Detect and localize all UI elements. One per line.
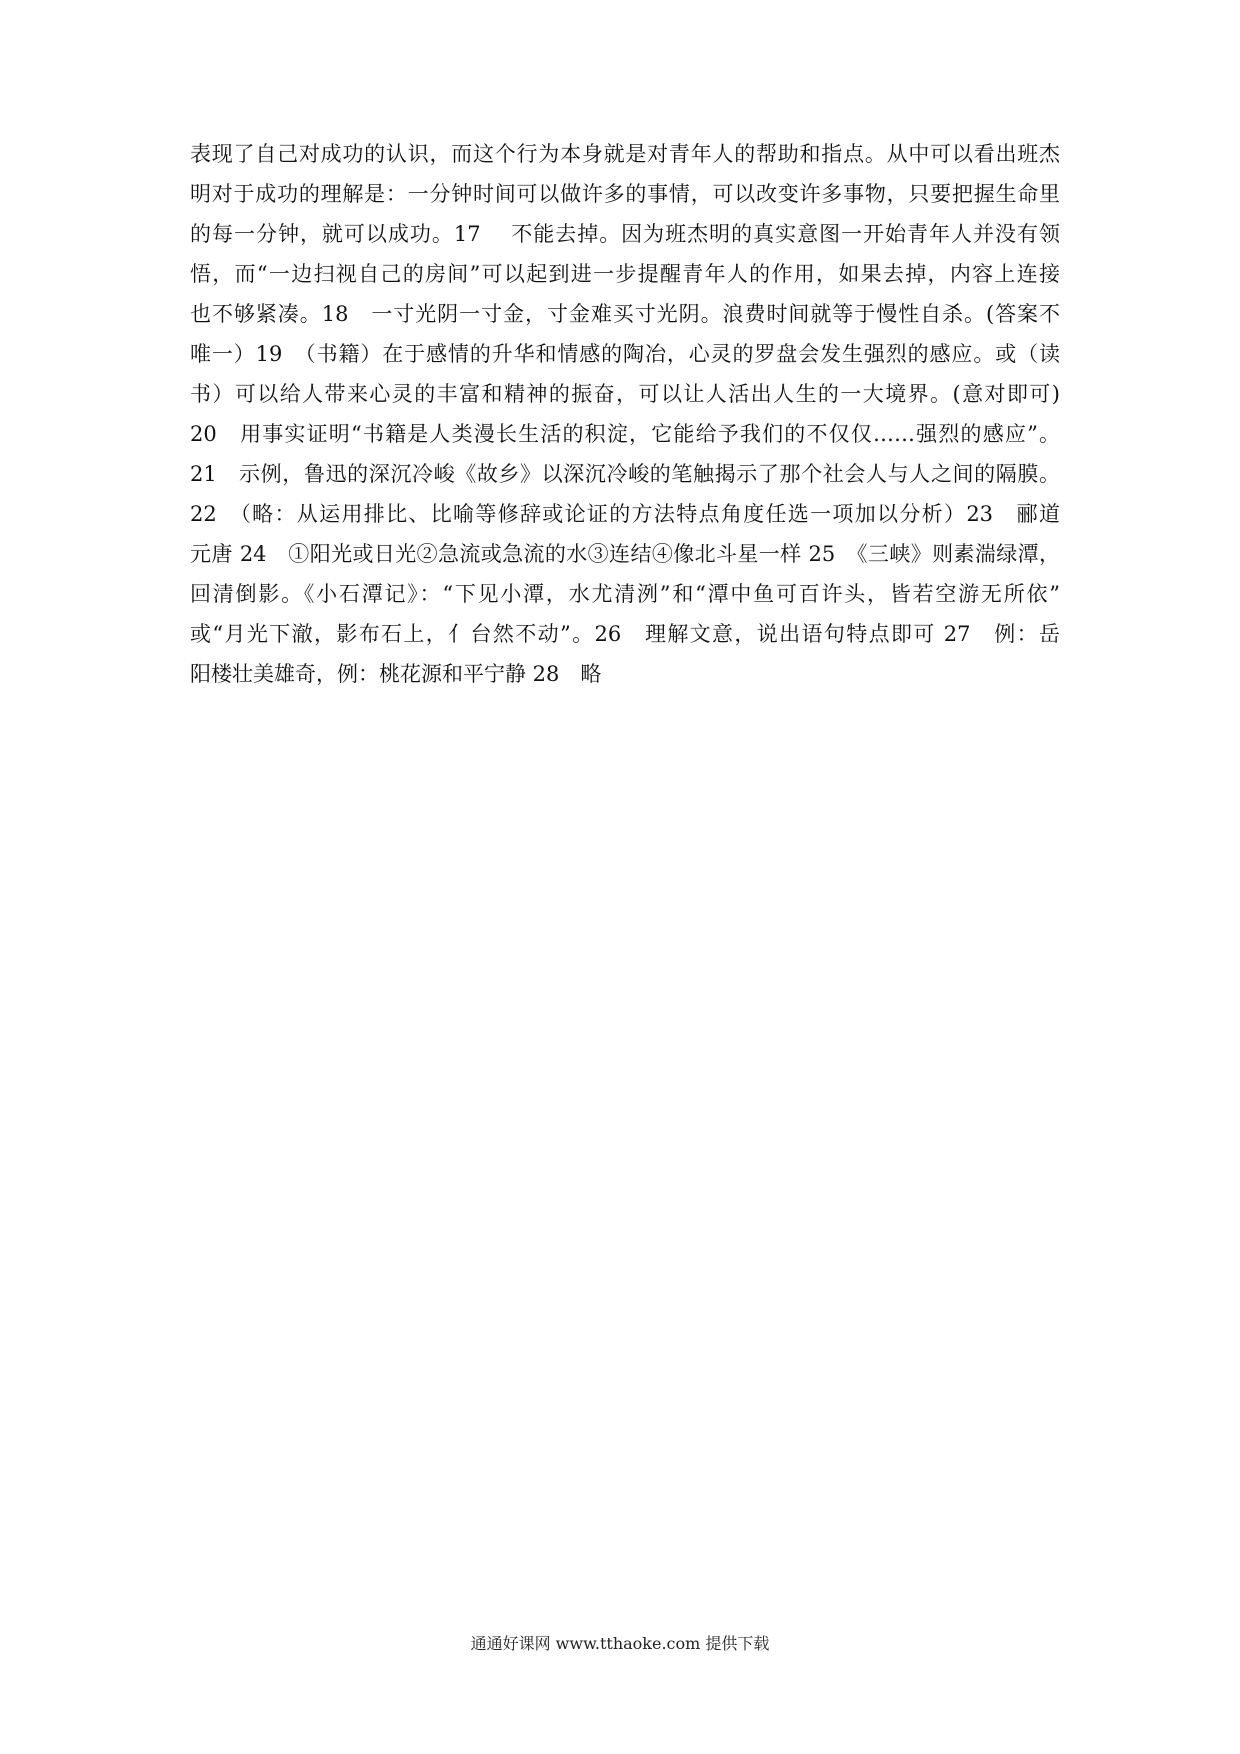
- text-line-12: 回清倒影。《小石潭记》：“下见小潭，水尤清洌”和“潭中鱼可百许头，皆若空游无所依”: [190, 582, 1060, 606]
- text-line-4: 悟，而“一边扫视自己的房间”可以起到进一步提醒青年人的作用，如果去掉，内容上连接: [190, 262, 1060, 286]
- text-line-7: 书）可以给人带来心灵的丰富和精神的振奋，可以让人活出人生的一大境界。(意对即可): [190, 382, 1060, 406]
- text-line-2: 明对于成功的理解是：一分钟时间可以做许多的事情，可以改变许多事物，只要把握生命里: [190, 182, 1060, 206]
- answer-text-block: [190, 134, 1060, 694]
- text-line-11: 元唐 24 ①阳光或日光②急流或急流的水③连结④像北斗星一样 25 《三峡》则素湍绿潭，: [190, 542, 1060, 566]
- text-line-9: 21 示例，鲁迅的深沉冷峻《故乡》以深沉冷峻的笔触揭示了那个社会人与人之间的隔膜。: [190, 462, 1060, 486]
- text-line-10: 22 （略：从运用排比、比喻等修辞或论证的方法特点角度任选一项加以分析）23 郦道: [190, 502, 1060, 526]
- text-line-3: 的每一分钟，就可以成功。17 不能去掉。因为班杰明的真实意图一开始青年人并没有领: [190, 222, 1060, 246]
- text-line-8: 20 用事实证明“书籍是人类漫长生活的积淀，它能给予我们的不仅仅……强烈的感应”。: [190, 422, 1060, 446]
- text-line-13: 或“月光下澈，影布石上，亻台然不动”。26 理解文意，说出语句特点即可 27 例：岳: [190, 622, 1060, 646]
- text-line-5: 也不够紧凑。18 一寸光阴一寸金，寸金难买寸光阴。浪费时间就等于慢性自杀。(答案不: [190, 302, 1060, 326]
- text-line-14: 阳楼壮美雄奇，例：桃花源和平宁静 28 略: [190, 662, 602, 686]
- text-line-6: 唯一）19 （书籍）在于感情的升华和情感的陶冶，心灵的罗盘会发生强烈的感应。或（读: [190, 342, 1060, 366]
- text-line-1: 表现了自己对成功的认识，而这个行为本身就是对青年人的帮助和指点。从中可以看出班杰: [190, 142, 1060, 166]
- page-footer: 通通好课网 www.tthaoke.com 提供下载: [470, 1634, 770, 1653]
